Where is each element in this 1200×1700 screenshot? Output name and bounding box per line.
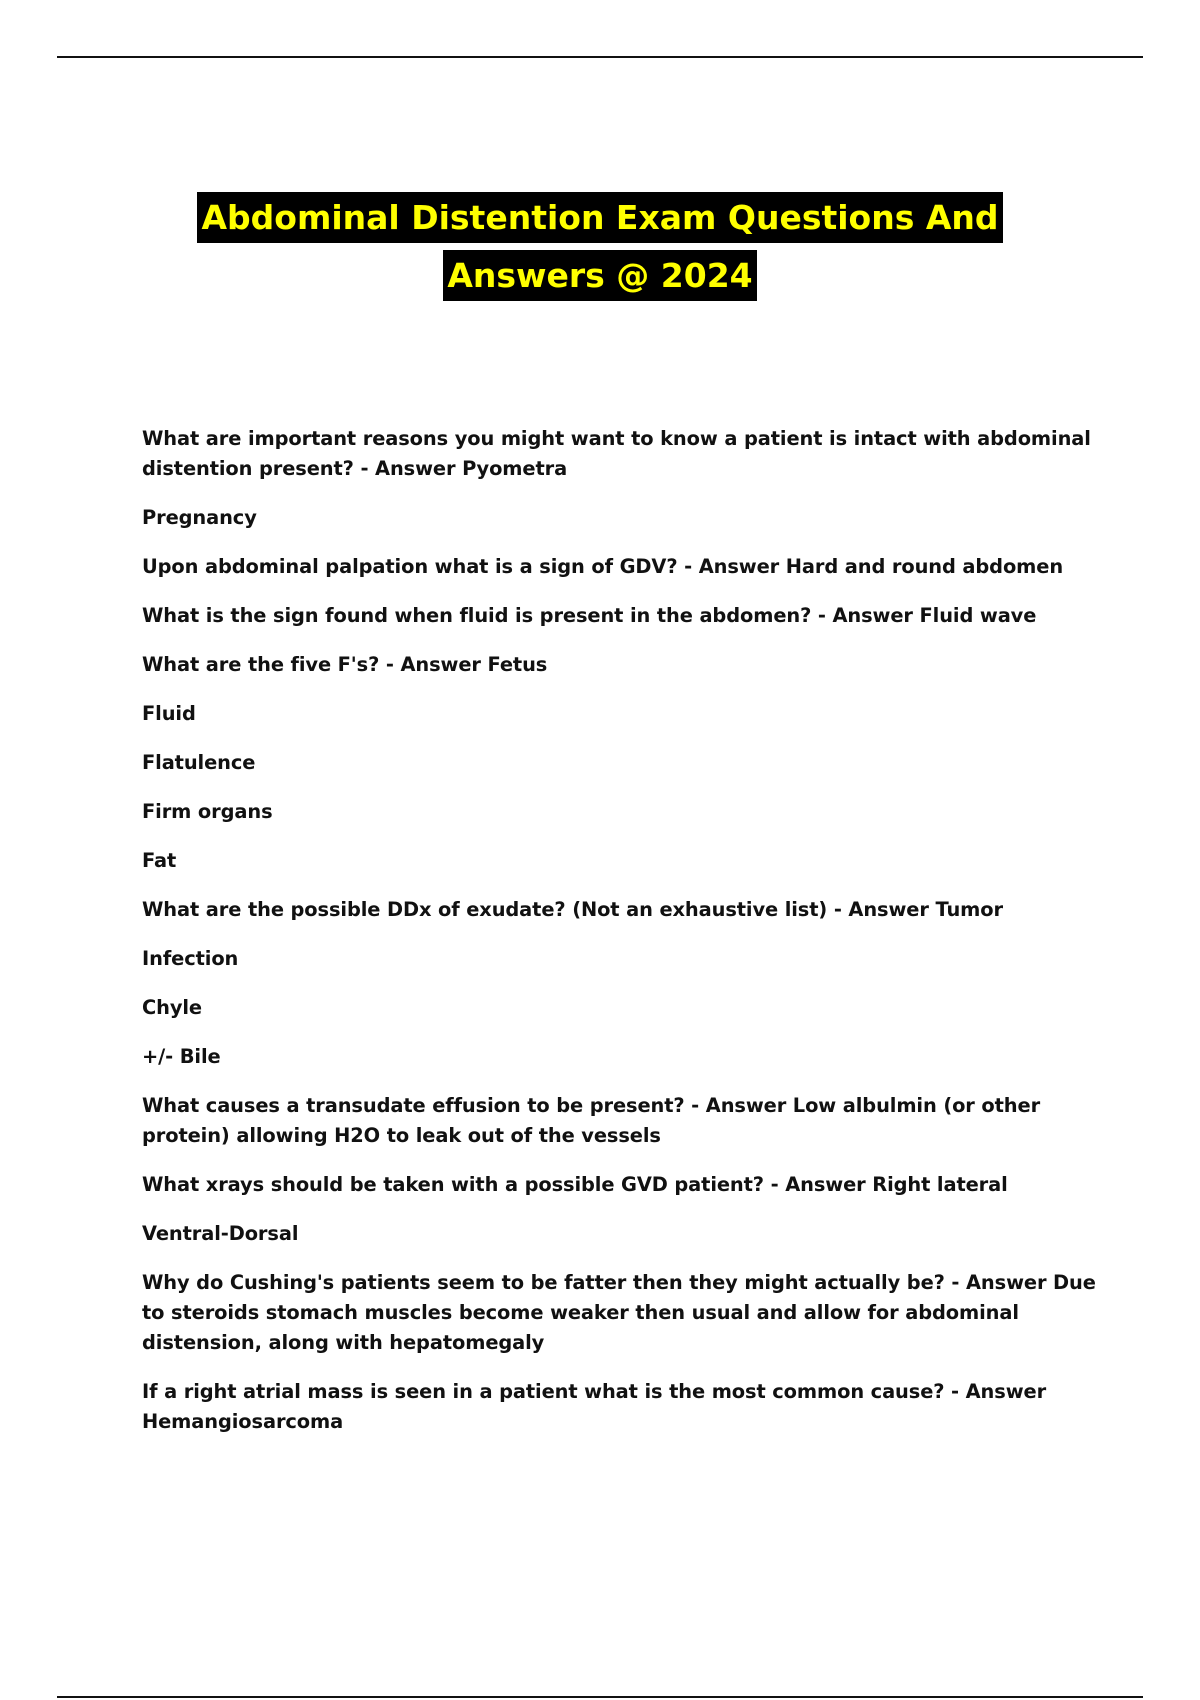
qa-item: Why do Cushing's patients seem to be fatter then they might actually be? - Answer Due to steroids stomach muscles become weaker then usual and allow for abdominal distension, along with hepatomegaly	[142, 1271, 1096, 1354]
title-line-1: Abdominal Distention Exam Questions And	[197, 192, 1002, 243]
qa-item: Firm organs	[142, 800, 273, 823]
qa-item: Flatulence	[142, 751, 256, 774]
qa-item: Chyle	[142, 996, 202, 1019]
top-rule	[57, 56, 1143, 58]
qa-item: Fat	[142, 849, 177, 872]
document-title	[0, 192, 1200, 301]
qa-item: What causes a transudate effusion to be present? - Answer Low albulmin (or other protein) allowing H2O to leak out of the vessels	[142, 1094, 1041, 1147]
qa-item: What are the five F's? - Answer Fetus	[142, 653, 548, 676]
qa-item: Fluid	[142, 702, 196, 725]
qa-item: Upon abdominal palpation what is a sign of GDV? - Answer Hard and round abdomen	[142, 555, 1064, 578]
qa-item: What is the sign found when fluid is present in the abdomen? - Answer Fluid wave	[142, 604, 1037, 627]
qa-item: What are important reasons you might want to know a patient is intact with abdominal distention present? - Answer Pyometra	[142, 427, 1091, 480]
qa-item: +/- Bile	[142, 1045, 221, 1068]
qa-item: What are the possible DDx of exudate? (Not an exhaustive list) - Answer Tumor	[142, 898, 1003, 921]
qa-item: Pregnancy	[142, 506, 257, 529]
title-line-2: Answers @ 2024	[443, 250, 756, 301]
qa-list	[142, 424, 1102, 1456]
qa-item: Infection	[142, 947, 239, 970]
qa-item: Ventral-Dorsal	[142, 1222, 299, 1245]
bottom-rule	[57, 1696, 1143, 1698]
qa-item: What xrays should be taken with a possible GVD patient? - Answer Right lateral	[142, 1173, 1008, 1196]
qa-item: If a right atrial mass is seen in a patient what is the most common cause? - Answer Hemangiosarcoma	[142, 1380, 1047, 1433]
